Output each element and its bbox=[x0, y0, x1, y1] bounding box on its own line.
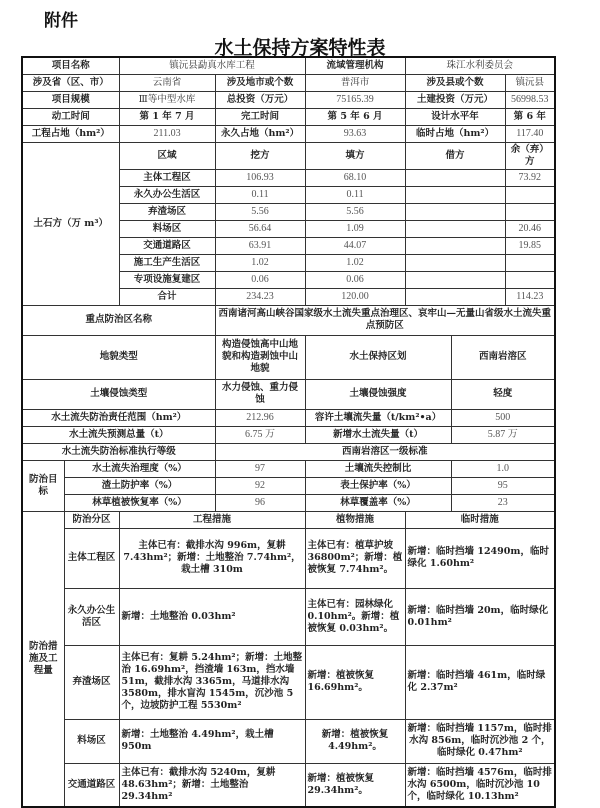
target-value: 97 bbox=[215, 460, 305, 477]
row-key-area bbox=[22, 305, 555, 335]
erosion-type-value: 水力侵蚀、重力侵蚀 bbox=[215, 379, 305, 409]
land-value: 211.03 bbox=[119, 125, 215, 142]
target-value: 23 bbox=[451, 494, 555, 511]
measures-label: 防治措施及工程量 bbox=[22, 511, 64, 807]
earthwork-header-row bbox=[22, 142, 555, 169]
measures-plant: 新增：植被恢复 29.34hm²。 bbox=[305, 763, 405, 807]
civil-invest-label: 土建投资（万元） bbox=[405, 91, 505, 108]
measures-header-zone: 防治分区 bbox=[64, 511, 119, 528]
measures-temp: 新增：临时挡墙 12490m，临时绿化 1.60hm² bbox=[405, 528, 555, 588]
earthwork-spoil bbox=[505, 254, 555, 271]
measures-eng: 主体已有：截排水沟 996m，复耕 7.43hm²；新增：土地整治 7.74hm²，栽土槽 310m bbox=[119, 528, 305, 588]
earthwork-cut: 106.93 bbox=[215, 169, 305, 186]
start-label: 动工时间 bbox=[22, 108, 119, 125]
attachment-label: 附件 bbox=[44, 11, 78, 31]
earthwork-spoil: 20.46 bbox=[505, 220, 555, 237]
earthwork-borrow bbox=[405, 203, 505, 220]
earthwork-borrow bbox=[405, 254, 505, 271]
row-erosion bbox=[22, 379, 555, 409]
measures-plant: 主体已有：植草护坡 36800m²；新增：植被恢复 7.74hm²。 bbox=[305, 528, 405, 588]
earthwork-cut: 1.02 bbox=[215, 254, 305, 271]
earthwork-cut: 5.56 bbox=[215, 203, 305, 220]
earthwork-spoil bbox=[505, 186, 555, 203]
earthwork-fill: 120.00 bbox=[305, 288, 405, 305]
standard-label: 水土流失防治标准执行等级 bbox=[22, 443, 215, 460]
earthwork-borrow bbox=[405, 271, 505, 288]
start-value: 第 1 年 7 月 bbox=[119, 108, 215, 125]
target-value: 95 bbox=[451, 477, 555, 494]
measures-row bbox=[22, 645, 555, 719]
resp-scope-value: 212.96 bbox=[215, 409, 305, 426]
design-year-label: 设计水平年 bbox=[405, 108, 505, 125]
measures-zone: 永久办公生活区 bbox=[64, 588, 119, 645]
target-value: 1.0 bbox=[451, 460, 555, 477]
earthwork-borrow bbox=[405, 169, 505, 186]
earthwork-borrow bbox=[405, 237, 505, 254]
target-row bbox=[22, 460, 555, 477]
measures-row bbox=[22, 588, 555, 645]
measures-plant: 新增：植被恢复 4.49hm²。 bbox=[305, 719, 405, 763]
page-title: 水土保持方案特性表 bbox=[214, 37, 386, 59]
earthwork-header-borrow: 借方 bbox=[405, 142, 505, 169]
row-standard bbox=[22, 443, 555, 460]
target-row bbox=[22, 494, 555, 511]
county-value: 镇沅县 bbox=[505, 74, 555, 91]
key-area-value: 西南诸河高山峡谷国家级水土流失重点治理区、哀牢山—无量山省级水土流失重点预防区 bbox=[215, 305, 555, 335]
erosion-type-label: 土壤侵蚀类型 bbox=[22, 379, 215, 409]
allow-loss-label: 容许土壤流失量（t/km²•a） bbox=[305, 409, 451, 426]
target-key: 林草植被恢复率（%） bbox=[64, 494, 215, 511]
earthwork-cut: 0.06 bbox=[215, 271, 305, 288]
city-value: 普洱市 bbox=[305, 74, 405, 91]
earthwork-header-spoil: 余（弃）方 bbox=[505, 142, 555, 169]
target-key: 渣土防护率（%） bbox=[64, 477, 215, 494]
land-label: 工程占地（hm²） bbox=[22, 125, 119, 142]
earthwork-area: 合计 bbox=[119, 288, 215, 305]
measures-zone: 弃渣场区 bbox=[64, 645, 119, 719]
earthwork-header-fill: 填方 bbox=[305, 142, 405, 169]
earthwork-cut: 56.64 bbox=[215, 220, 305, 237]
earthwork-header-cut: 挖方 bbox=[215, 142, 305, 169]
row-resp-scope bbox=[22, 409, 555, 426]
earthwork-area: 交通道路区 bbox=[119, 237, 215, 254]
allow-loss-value: 500 bbox=[451, 409, 555, 426]
earthwork-borrow bbox=[405, 220, 505, 237]
earthwork-area: 永久办公生活区 bbox=[119, 186, 215, 203]
measures-header-eng: 工程措施 bbox=[119, 511, 305, 528]
row-land bbox=[22, 125, 555, 142]
new-loss-label: 新增水土流失量（t） bbox=[305, 426, 451, 443]
city-label: 涉及地市或个数 bbox=[215, 74, 305, 91]
perm-land-value: 93.63 bbox=[305, 125, 405, 142]
earthwork-spoil bbox=[505, 271, 555, 288]
earthwork-fill: 1.09 bbox=[305, 220, 405, 237]
measures-temp: 新增：临时挡墙 461m，临时绿化 2.37m² bbox=[405, 645, 555, 719]
earthwork-cut: 63.91 bbox=[215, 237, 305, 254]
total-invest-value: 75165.39 bbox=[305, 91, 405, 108]
division-value: 西南岩溶区 bbox=[451, 335, 555, 379]
earthwork-cut: 234.23 bbox=[215, 288, 305, 305]
standard-value: 西南岩溶区一级标准 bbox=[215, 443, 555, 460]
row-predict bbox=[22, 426, 555, 443]
landform-value: 构造侵蚀高中山地貌和构造剥蚀中山地貌 bbox=[215, 335, 305, 379]
measures-row bbox=[22, 719, 555, 763]
earthwork-spoil bbox=[505, 203, 555, 220]
row-schedule bbox=[22, 108, 555, 125]
target-value: 96 bbox=[215, 494, 305, 511]
measures-plant: 主体已有：园林绿化 0.10hm²。新增：植被恢复 0.03hm²。 bbox=[305, 588, 405, 645]
row-landform bbox=[22, 335, 555, 379]
earthwork-area: 主体工程区 bbox=[119, 169, 215, 186]
erosion-intensity-value: 轻度 bbox=[451, 379, 555, 409]
target-key: 水土流失治理度（%） bbox=[64, 460, 215, 477]
scale-label: 项目规模 bbox=[22, 91, 119, 108]
earthwork-fill: 5.56 bbox=[305, 203, 405, 220]
basin-label: 流域管理机构 bbox=[305, 57, 405, 74]
target-key: 土壤流失控制比 bbox=[305, 460, 451, 477]
measures-zone: 交通道路区 bbox=[64, 763, 119, 807]
measures-eng: 主体已有：截排水沟 5240m，复耕 48.63hm²；新增：土地整治 29.34hm² bbox=[119, 763, 305, 807]
key-area-label: 重点防治区名称 bbox=[22, 305, 215, 335]
finish-value: 第 5 年 6 月 bbox=[305, 108, 405, 125]
measures-temp: 新增：临时挡墙 20m，临时绿化 0.01hm² bbox=[405, 588, 555, 645]
earthwork-area: 料场区 bbox=[119, 220, 215, 237]
earthwork-area: 施工生产生活区 bbox=[119, 254, 215, 271]
target-row bbox=[22, 477, 555, 494]
measures-eng: 新增：土地整治 4.49hm²，栽土槽 950m bbox=[119, 719, 305, 763]
earthwork-header-area: 区域 bbox=[119, 142, 215, 169]
resp-scope-label: 水土流失防治责任范围（hm²） bbox=[22, 409, 215, 426]
earthwork-fill: 44.07 bbox=[305, 237, 405, 254]
measures-plant: 新增：植被恢复 16.69hm²。 bbox=[305, 645, 405, 719]
temp-land-value: 117.40 bbox=[505, 125, 555, 142]
earthwork-spoil: 19.85 bbox=[505, 237, 555, 254]
target-key: 表土保护率（%） bbox=[305, 477, 451, 494]
province-value: 云南省 bbox=[119, 74, 215, 91]
earthwork-area: 弃渣场区 bbox=[119, 203, 215, 220]
project-name-label: 项目名称 bbox=[22, 57, 119, 74]
measures-eng: 主体已有：复耕 5.24hm²；新增：土地整治 16.69hm²，挡渣墙 163m，挡水墙 51m，截排水沟 3365m，马道排水沟 3580m，排水盲沟 1545m，沉沙池 5 个，边坡防护工程 5530m² bbox=[119, 645, 305, 719]
design-year-value: 第 6 年 bbox=[505, 108, 555, 125]
measures-header-temp: 临时措施 bbox=[405, 511, 555, 528]
earthwork-fill: 1.02 bbox=[305, 254, 405, 271]
landform-label: 地貌类型 bbox=[22, 335, 215, 379]
finish-label: 完工时间 bbox=[215, 108, 305, 125]
county-label: 涉及县或个数 bbox=[405, 74, 505, 91]
earthwork-fill: 0.06 bbox=[305, 271, 405, 288]
earthwork-area: 专项设施复建区 bbox=[119, 271, 215, 288]
earthwork-spoil: 114.23 bbox=[505, 288, 555, 305]
measures-zone: 主体工程区 bbox=[64, 528, 119, 588]
characteristics-table bbox=[21, 56, 556, 808]
division-label: 水土保持区划 bbox=[305, 335, 451, 379]
measures-row bbox=[22, 528, 555, 588]
scale-value: Ⅲ等中型水库 bbox=[119, 91, 215, 108]
measures-eng: 新增：土地整治 0.03hm² bbox=[119, 588, 305, 645]
total-invest-label: 总投资（万元） bbox=[215, 91, 305, 108]
predict-total-value: 6.75 万 bbox=[215, 426, 305, 443]
measures-header-plant: 植物措施 bbox=[305, 511, 405, 528]
measures-zone: 料场区 bbox=[64, 719, 119, 763]
basin-value: 珠江水利委员会 bbox=[405, 57, 555, 74]
predict-total-label: 水土流失预测总量（t） bbox=[22, 426, 215, 443]
measures-temp: 新增：临时挡墙 4576m，临时排水沟 6500m，临时沉沙池 10 个，临时绿化 10.13hm² bbox=[405, 763, 555, 807]
project-name-value: 镇沅县勐真水库工程 bbox=[119, 57, 305, 74]
row-project-name bbox=[22, 57, 555, 74]
target-value: 92 bbox=[215, 477, 305, 494]
earthwork-borrow bbox=[405, 288, 505, 305]
earthwork-fill: 68.10 bbox=[305, 169, 405, 186]
new-loss-value: 5.87 万 bbox=[451, 426, 555, 443]
erosion-intensity-label: 土壤侵蚀强度 bbox=[305, 379, 451, 409]
row-province bbox=[22, 74, 555, 91]
province-label: 涉及省（区、市） bbox=[22, 74, 119, 91]
earthwork-fill: 0.11 bbox=[305, 186, 405, 203]
perm-land-label: 永久占地（hm²） bbox=[215, 125, 305, 142]
temp-land-label: 临时占地（hm²） bbox=[405, 125, 505, 142]
earthwork-label: 土石方（万 m³） bbox=[22, 142, 119, 305]
measures-temp: 新增：临时挡墙 1157m，临时排水沟 856m，临时沉沙池 2 个，临时绿化 0.47hm² bbox=[405, 719, 555, 763]
row-scale bbox=[22, 91, 555, 108]
measures-row bbox=[22, 763, 555, 807]
civil-invest-value: 56998.53 bbox=[505, 91, 555, 108]
earthwork-cut: 0.11 bbox=[215, 186, 305, 203]
measures-header-row bbox=[22, 511, 555, 528]
target-key: 林草覆盖率（%） bbox=[305, 494, 451, 511]
earthwork-borrow bbox=[405, 186, 505, 203]
earthwork-spoil: 73.92 bbox=[505, 169, 555, 186]
targets-label: 防治目标 bbox=[22, 460, 64, 511]
